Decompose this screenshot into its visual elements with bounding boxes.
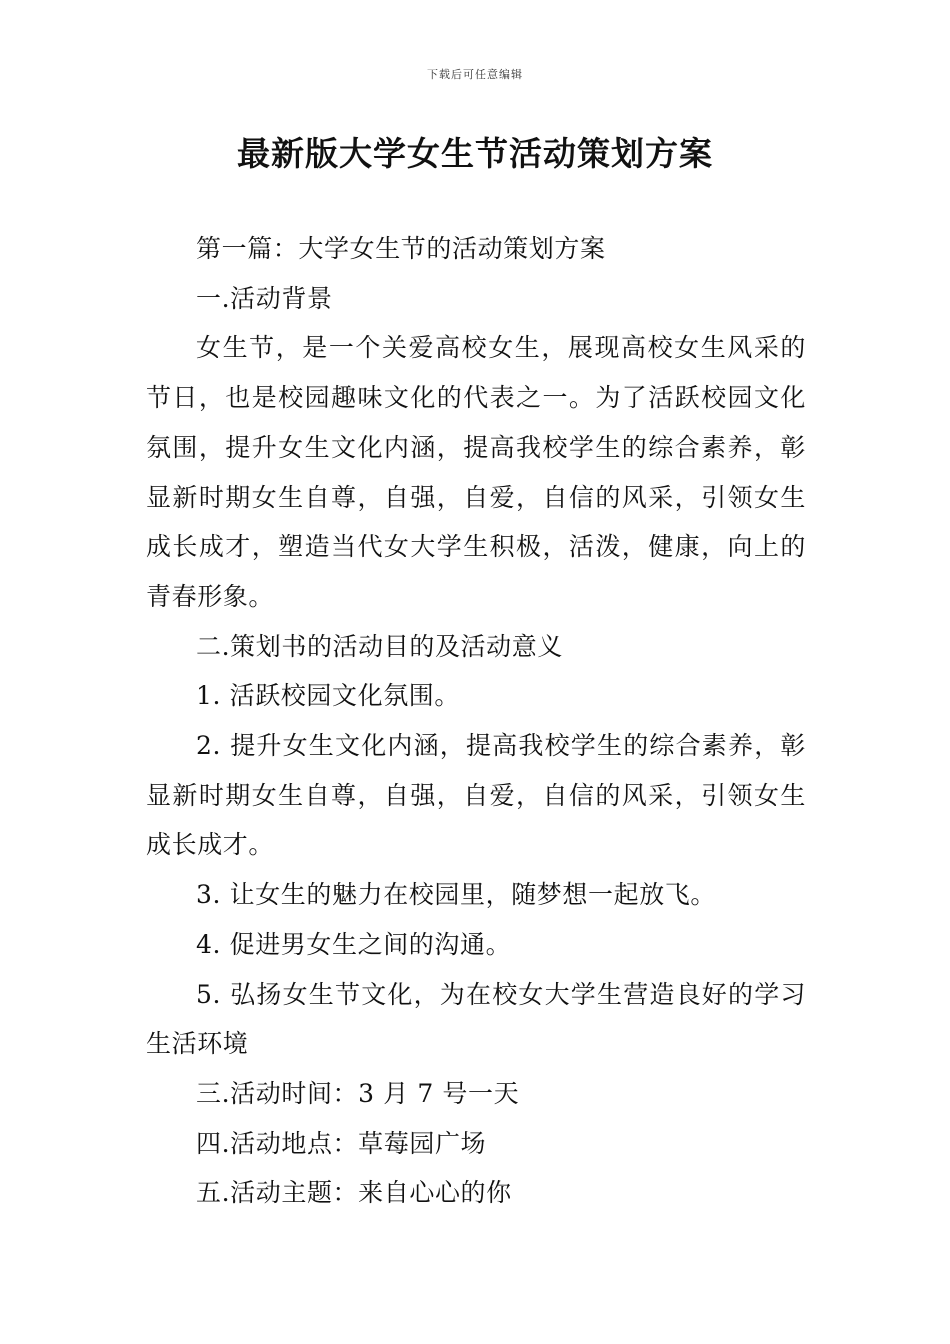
paragraph-purpose-item-3: 3. 让女生的魅力在校园里，随梦想一起放飞。 xyxy=(196,880,717,910)
paragraph-time: 三.活动时间：3 月 7 号一天 xyxy=(196,1078,520,1108)
paragraph-purpose-item-4: 4. 促进男女生之间的沟通。 xyxy=(196,929,512,959)
paragraph-purpose-item-1: 1. 活跃校园文化氛围。 xyxy=(196,681,461,711)
paragraph-location: 四.活动地点：草莓园广场 xyxy=(196,1128,487,1158)
document-body xyxy=(146,224,806,1218)
paragraph-purpose-heading: 二.策划书的活动目的及活动意义 xyxy=(196,631,563,661)
document-title: 最新版大学女生节活动策划方案 xyxy=(237,134,713,173)
paragraph-theme: 五.活动主题：来自心心的你 xyxy=(196,1178,512,1208)
paragraph-purpose-item-2: 2. 提升女生文化内涵，提高我校学生的综合素养，彰显新时期女生自尊，自强，自爱，自信的风采，引领女生成长成才。 xyxy=(146,731,806,860)
paragraph-purpose-item-5: 5. 弘扬女生节文化，为在校女大学生营造良好的学习生活环境 xyxy=(146,979,806,1059)
paragraph-background-text: 女生节，是一个关爱高校女生，展现高校女生风采的节日，也是校园趣味文化的代表之一。为了活跃校园文化氛围，提升女生文化内涵，提高我校学生的综合素养，彰显新时期女生自尊，自强，自爱，自信的风采，引领女生成长成才，塑造当代女大学生积极，活泼，健康，向上的青春形象。 xyxy=(146,333,806,611)
paragraph-background-heading: 一.活动背景 xyxy=(196,283,333,313)
header-note: 下载后可任意编辑 xyxy=(427,68,523,81)
paragraph-section-heading: 第一篇：大学女生节的活动策划方案 xyxy=(196,234,606,263)
